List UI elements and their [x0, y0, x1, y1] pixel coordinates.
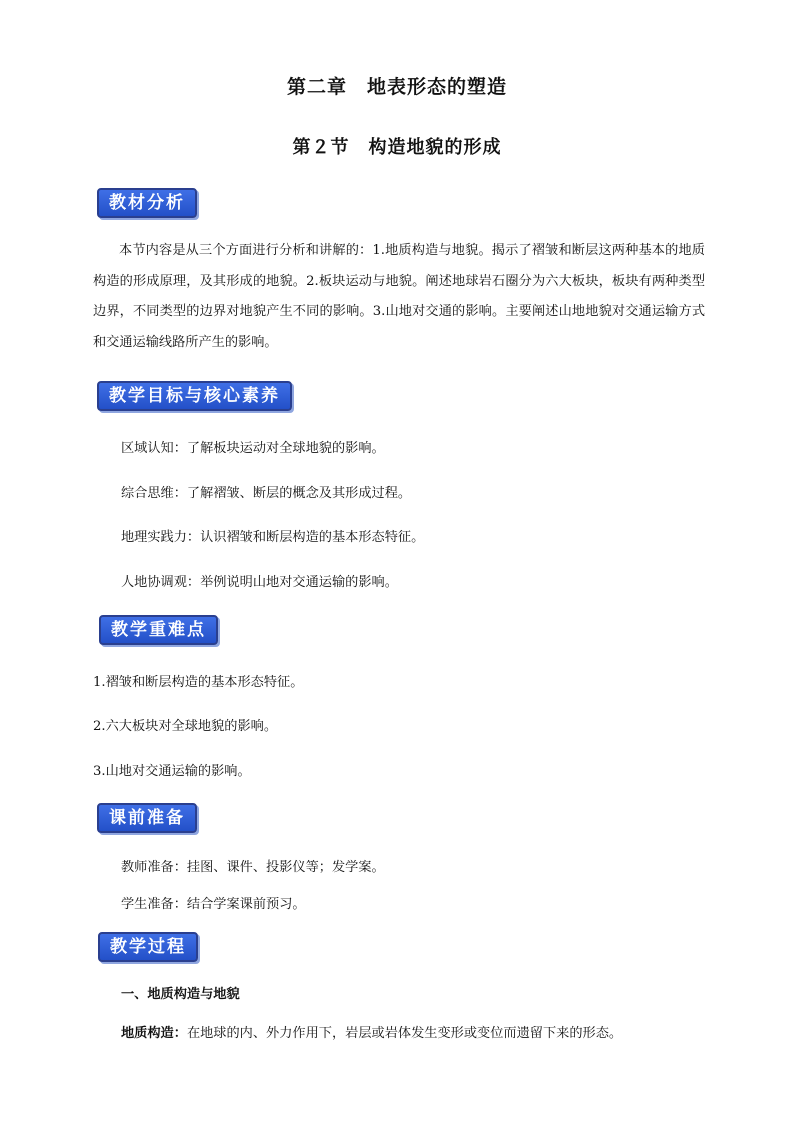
definition-term: 地质构造：	[121, 1026, 187, 1041]
objective-item: 地理实践力：认识褶皱和断层构造的基本形态特征。	[121, 530, 425, 545]
heading-analysis: 教材分析	[97, 188, 197, 218]
definition-line	[121, 1022, 622, 1041]
objective-item: 人地协调观：举例说明山地对交通运输的影响。	[121, 575, 398, 590]
objective-item: 区域认知：了解板块运动对全球地貌的影响。	[121, 441, 385, 456]
heading-process: 教学过程	[98, 932, 198, 962]
heading-objectives: 教学目标与核心素养	[97, 381, 292, 411]
heading-preparation: 课前准备	[97, 803, 197, 833]
section-title: 第２节 构造地貌的形成	[292, 137, 502, 158]
objective-item: 综合思维：了解褶皱、断层的概念及其形成过程。	[121, 486, 412, 501]
heading-key-points: 教学重难点	[99, 615, 218, 645]
key-point-item: 3.山地对交通运输的影响。	[93, 764, 251, 779]
chapter-title: 第二章 地表形态的塑造	[286, 76, 507, 98]
definition-text: 在地球的内、外力作用下，岩层或岩体发生变形或变位而遗留下来的形态。	[186, 1026, 623, 1041]
analysis-paragraph: 本节内容是从三个方面进行分析和讲解的：1.地质构造与地貌。揭示了褶皱和断层这两种基本的地质构造的形成原理，及其形成的地貌。2.板块运动与地貌。阐述地球岩石圈分为六大板块，板块有两种类型边界，不同类型的边界对地貌产生不同的影响。3.山地对交通的影响。主要阐述山地地貌对交通运输方式和交通运输线路所产生的影响。	[93, 243, 705, 351]
process-subheading: 一、地质构造与地貌	[121, 987, 240, 1002]
key-point-item: 1.褶皱和断层构造的基本形态特征。	[93, 675, 304, 690]
preparation-item: 学生准备：结合学案课前预习。	[121, 897, 306, 912]
key-point-item: 2.六大板块对全球地貌的影响。	[93, 719, 278, 734]
preparation-item: 教师准备：挂图、课件、投影仪等；发学案。	[121, 860, 385, 875]
